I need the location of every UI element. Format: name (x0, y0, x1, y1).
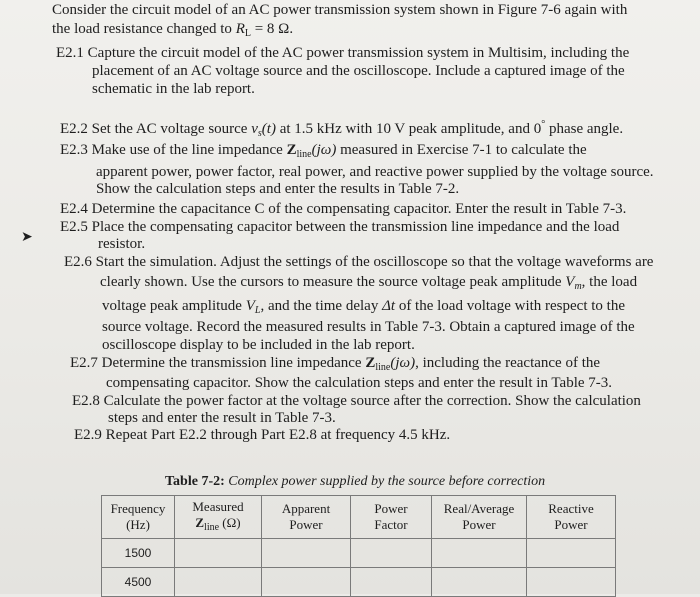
mouse-pointer-icon: ➤ (21, 230, 33, 245)
step-e2-5-line-2: resistor. (98, 236, 146, 252)
step-e2-1-line-3: schematic in the lab report. (92, 81, 255, 97)
table-header-row (102, 496, 616, 539)
step-e2-6-line-4: source voltage. Record the measured results in Table 7-3. Obtain a captured image of the (102, 319, 635, 335)
table-row (102, 568, 616, 597)
empty-cell[interactable] (527, 539, 616, 568)
step-e2-1-line-1: E2.1 Capture the circuit model of the AC power transmission system in Multisim, including the (56, 45, 630, 61)
table-row (102, 539, 616, 568)
step-e2-9: E2.9 Repeat Part E2.2 through Part E2.8 at frequency 4.5 kHz. (74, 427, 451, 443)
frequency-cell: 4500 (102, 568, 175, 597)
empty-cell[interactable] (351, 568, 432, 597)
step-e2-3-line-2: apparent power, power factor, real power, and reactive power supplied by the voltage source. (96, 164, 654, 180)
step-e2-2: E2.2 Set the AC voltage source $v_s(t)$ at 1.5 kHz with 10 V peak amplitude, and 0° phase angle. (60, 119, 624, 139)
step-e2-7-line-1: E2.7 Determine the transmission line impedance $Z_{line}(j\omega)$, including the reactance of the (70, 355, 601, 373)
complex-power-table (101, 495, 616, 597)
header-apparent-power: Apparent Power (262, 496, 351, 539)
empty-cell[interactable] (262, 539, 351, 568)
table-caption: Table 7-2: Complex power supplied by the source before correction (165, 474, 546, 489)
step-e2-8-line-2: steps and enter the result in Table 7-3. (108, 410, 336, 426)
header-frequency: Frequency (Hz) (102, 496, 175, 539)
step-e2-1-line-2: placement of an AC voltage source and the oscilloscope. Include a captured image of the (92, 63, 625, 79)
frequency-cell: 1500 (102, 539, 175, 568)
step-e2-8-line-1: E2.8 Calculate the power factor at the voltage source after the correction. Show the calculation (72, 393, 641, 409)
empty-cell[interactable] (175, 539, 262, 568)
empty-cell[interactable] (175, 568, 262, 597)
step-e2-6-line-5: oscilloscope display to be included in the lab report. (102, 337, 415, 353)
step-e2-3-line-3: Show the calculation steps and enter the results in Table 7-2. (96, 181, 460, 197)
header-real-power: Real/Average Power (432, 496, 527, 539)
header-measured-zline: Measured $Z_{line}$ (Ω) (175, 496, 262, 539)
step-e2-5-line-1: E2.5 Place the compensating capacitor between the transmission line impedance and the load (60, 219, 620, 235)
intro-line-1: Consider the circuit model of an AC power transmission system shown in Figure 7-6 again with (52, 2, 628, 18)
intro-line-2: the load resistance changed to $R_L = 8$ Ω. (52, 21, 294, 39)
empty-cell[interactable] (432, 568, 527, 597)
step-e2-6-line-3: voltage peak amplitude $V_L$, and the time delay Δt of the load voltage with respect to the (102, 298, 625, 316)
header-power-factor: Power Factor (351, 496, 432, 539)
step-e2-6-line-2: clearly shown. Use the cursors to measure the source voltage peak amplitude $V_m$, the load (100, 274, 638, 292)
step-e2-6-line-1: E2.6 Start the simulation. Adjust the settings of the oscilloscope so that the voltage waveforms are (64, 254, 654, 270)
empty-cell[interactable] (351, 539, 432, 568)
empty-cell[interactable] (262, 568, 351, 597)
empty-cell[interactable] (432, 539, 527, 568)
step-e2-7-line-2: compensating capacitor. Show the calculation steps and enter the result in Table 7-3. (106, 375, 613, 391)
step-e2-4: E2.4 Determine the capacitance C of the compensating capacitor. Enter the result in Table 7-3. (60, 201, 627, 217)
header-reactive-power: Reactive Power (527, 496, 616, 539)
empty-cell[interactable] (527, 568, 616, 597)
step-e2-3-line-1: E2.3 Make use of the line impedance $Z_{line}(j\omega)$ measured in Exercise 7-1 to calculate the (60, 142, 587, 160)
